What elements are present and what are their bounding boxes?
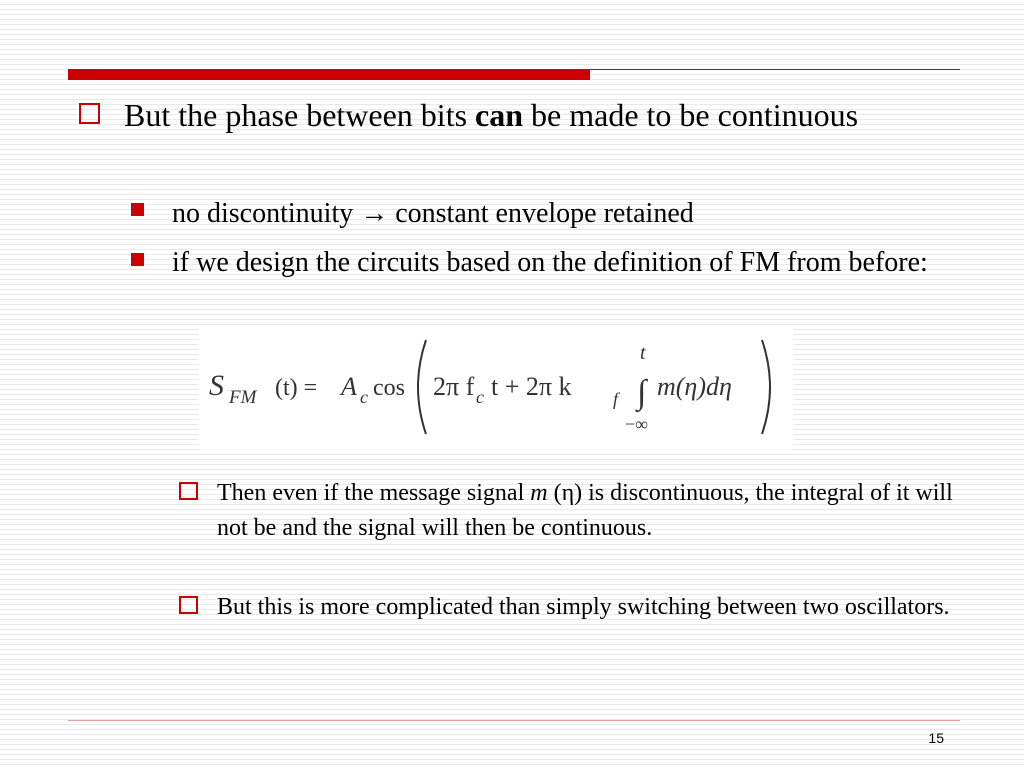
bullet-main-text-after: be made to be continuous — [523, 97, 859, 133]
eq-left-paren — [418, 340, 426, 434]
eq-term1-tail: t + 2π k — [491, 372, 572, 401]
eq-amplitude: A — [341, 372, 357, 401]
hollow-square-bullet-icon — [79, 103, 100, 124]
sub-bullet-text-after: (η) is discontinuous, the integral of it will not be and the signal will then be continuous. — [217, 480, 953, 541]
eq-term1-sub: c — [476, 387, 484, 407]
eq-lhs-arg: (t) = — [275, 375, 318, 401]
eq-term1: 2π f — [433, 372, 475, 401]
eq-integrand: m(η)dη — [657, 372, 732, 401]
solid-square-bullet-icon — [131, 203, 144, 216]
eq-lhs-sub: FM — [229, 387, 257, 408]
bullet-circuit-design: if we design the circuits based on the definition of FM from before: — [172, 247, 928, 278]
bullet-no-discontinuity: no discontinuity → constant envelope retained — [172, 198, 694, 229]
hollow-square-bullet-icon — [179, 482, 198, 500]
hollow-square-bullet-icon — [179, 596, 198, 614]
bullet-main-text-before: But the phase between bits — [124, 97, 476, 133]
eq-amplitude-sub: c — [360, 387, 368, 407]
eq-kf-sub: f — [613, 389, 619, 409]
eq-lower-limit: −∞ — [625, 414, 648, 434]
fm-equation — [199, 327, 793, 450]
sub-bullet-complexity: But this is more complicated than simply switching between two oscillators. — [217, 594, 950, 620]
sub-bullet-integral-continuity — [217, 476, 957, 546]
solid-square-bullet-icon — [131, 253, 144, 266]
bullet-main-text-bold: can — [475, 97, 524, 133]
bullet-main-continuous-phase — [124, 95, 944, 136]
eq-lhs-s: S — [209, 369, 224, 402]
title-accent-bar — [68, 69, 590, 80]
eq-integral-sign: ∫ — [637, 374, 647, 411]
eq-upper-limit: t — [640, 342, 646, 364]
eq-cos: cos — [373, 375, 405, 401]
footer-line — [68, 720, 960, 721]
title-accent-line — [590, 69, 960, 70]
sub-bullet-text-italic: m — [530, 480, 548, 506]
fm-equation-graphic — [199, 327, 793, 450]
page-number: 15 — [928, 730, 944, 746]
sub-bullet-text-before: Then even if the message signal — [217, 480, 531, 506]
eq-right-paren — [762, 340, 770, 434]
